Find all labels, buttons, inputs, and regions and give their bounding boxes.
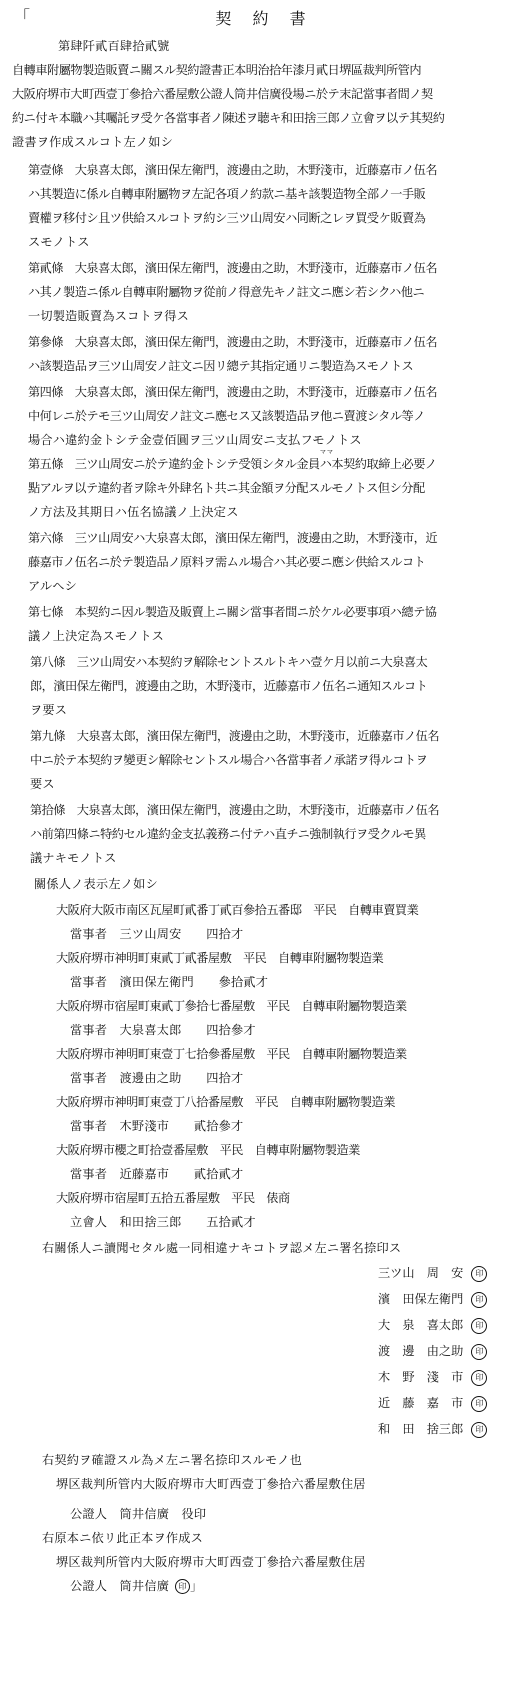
seal-icon: 印 (471, 1318, 487, 1334)
signature-4: 渡 邊 由之助 印 (378, 1342, 487, 1360)
article-6-line-2: 藤嘉市ノ伍名ニ於テ製造品ノ原料ヲ需ムル場合ハ其必要ニ應シ供給スルコト (28, 555, 426, 569)
party-address-7: 大阪府堺市宿屋町五拾五番屋敷 平民 俵商 (56, 1191, 290, 1205)
signature-3: 大 泉 喜太郎 印 (378, 1316, 487, 1334)
article-1-line-4: スモノトス (28, 235, 90, 249)
article-4-line-3: 場合ハ違約金トシテ金壹佰圓ヲ三ツ山周安ニ支払フモノトス (28, 433, 362, 447)
party-address-3: 大阪府堺市宿屋町東貳丁參拾七番屋敷 平民 自轉車附屬物製造業 (56, 999, 407, 1013)
confirmation-statement: 右關係人ニ讀聞セタル處一同相違ナキコトヲ認メ左ニ署名捺印ス (42, 1241, 402, 1255)
article-6-line-1: 第六條 三ツ山周安ハ大泉喜太郎，濱田保左衛門，渡邊由之助，木野淺市，近 (28, 531, 438, 545)
preamble-line-2: 大阪府堺市大町西壹丁參拾六番屋敷公證人筒井信廣役場ニ於テ末記當事者間ノ契 (12, 87, 433, 101)
parties-header: 關係人ノ表示左ノ如シ (34, 877, 158, 891)
ruby-annotation: ママ (320, 449, 335, 456)
article-6-line-3: アルヘシ (28, 579, 78, 593)
party-name-1: 當事者 三ツ山周安 四拾才 (70, 927, 244, 941)
signature-2: 濱 田保左衛門 印 (378, 1290, 487, 1308)
party-address-6: 大阪府堺市櫻之町拾壹番屋敷 平民 自轉車附屬物製造業 (56, 1143, 360, 1157)
article-2-line-3: 一切製造販賣為スコトヲ得ス (28, 309, 190, 323)
article-2-line-1: 第貳條 大泉喜太郎，濱田保左衛門，渡邊由之助，木野淺市，近藤嘉市ノ伍名 (28, 261, 438, 275)
seal-icon: 印 (471, 1370, 487, 1386)
party-name-6: 當事者 近藤嘉市 貳拾貳才 (70, 1167, 244, 1181)
copy-statement: 右原本ニ依リ此正本ヲ作成ス (42, 1531, 204, 1545)
article-7-line-2: 議ノ上決定為スモノトス (28, 629, 165, 643)
signature-7: 和 田 捨三郎 印 (378, 1420, 487, 1438)
closing-statement: 右契約ヲ確證スル為メ左ニ署名捺印スルモノ也 (42, 1453, 303, 1467)
article-5-line-2: 點アルヲ以テ違約者ヲ除キ外肆名ト共ニ其金額ヲ分配スルモノトス但シ分配 (28, 481, 425, 495)
witness-name: 立會人 和田捨三郎 五拾貳才 (70, 1215, 256, 1229)
article-5-line-3: ノ方法及其期日ハ伍名協議ノ上決定ス (28, 505, 239, 519)
opening-bracket: 「 (14, 7, 31, 26)
notary-signature-1: 公證人 筒井信廣 役印 (70, 1507, 207, 1521)
article-5-line-1: 第五條 三ツ山周安ニ於テ違約金トシテ受領シタル金員ハ本契約取締上必要ノ (28, 457, 437, 471)
article-8-line-2: 郎，濱田保左衛門，渡邊由之助，木野淺市，近藤嘉市ノ伍名ニ通知スルコト (30, 679, 428, 693)
seal-icon: 印 (471, 1344, 487, 1360)
seal-icon: 印 (471, 1396, 487, 1412)
article-10-line-1: 第拾條 大泉喜太郎，濱田保左衛門，渡邊由之助，木野淺市，近藤嘉市ノ伍名 (30, 803, 440, 817)
seal-icon: 印 (175, 1579, 190, 1594)
signature-1: 三ツ山 周 安 印 (378, 1264, 487, 1282)
article-3-line-1: 第參條 大泉喜太郎，濱田保左衛門，渡邊由之助，木野淺市，近藤嘉市ノ伍名 (28, 335, 438, 349)
notary-address-1: 堺区裁判所管内大阪府堺市大町西壹丁參拾六番屋敷住居 (56, 1477, 366, 1491)
article-10-line-3: 議ナキモノトス (30, 851, 117, 865)
article-9-line-1: 第九條 大泉喜太郎，濱田保左衛門，渡邊由之助，木野淺市，近藤嘉市ノ伍名 (30, 729, 440, 743)
party-name-4: 當事者 渡邊由之助 四拾才 (70, 1071, 244, 1085)
party-address-2: 大阪府堺市神明町東貳丁貳番屋敷 平民 自轉車附屬物製造業 (56, 951, 384, 965)
article-3-line-2: ハ該製造品ヲ三ツ山周安ノ註文ニ因リ總テ其指定通リニ製造為スモノトス (28, 359, 414, 373)
party-name-3: 當事者 大泉喜太郎 四拾參才 (70, 1023, 256, 1037)
article-4-line-1: 第四條 大泉喜太郎，濱田保左衛門，渡邊由之助，木野淺市，近藤嘉市ノ伍名 (28, 385, 438, 399)
preamble-line-3: 約ニ付キ本職ハ其囑託ヲ受ケ各當事者ノ陳述ヲ聴キ和田捨三郎ノ立會ヲ以テ其契約 (12, 111, 445, 125)
seal-icon: 印 (471, 1422, 487, 1438)
article-1-line-2: ハ其製造に係ル自轉車附屬物ヲ左記各項ノ約款ニ基キ該製造物全部ノ一手販 (28, 187, 426, 201)
seal-icon: 印 (471, 1266, 487, 1282)
party-address-5: 大阪府堺市神明町東壹丁八拾番屋敷 平民 自轉車附屬物製造業 (56, 1095, 395, 1109)
notary-address-2: 堺区裁判所管内大阪府堺市大町西壹丁參拾六番屋敷住居 (56, 1555, 366, 1569)
article-1-line-1: 第壹條 大泉喜太郎，濱田保左衛門，渡邊由之助，木野淺市，近藤嘉市ノ伍名 (28, 163, 438, 177)
party-name-2: 當事者 濱田保左衛門 參拾貳才 (70, 975, 269, 989)
article-9-line-2: 中ニ於テ本契約ヲ變更シ解除セントスル場合ハ各當事者ノ承諾ヲ得ルコトヲ (30, 753, 428, 767)
article-2-line-2: ハ其ノ製造ニ係ル自轉車附屬物ヲ從前ノ得意先キノ註文ニ應シ若シクハ他ニ (28, 285, 425, 299)
notary-signature-2: 公證人 筒井信廣 印 」 (70, 1579, 203, 1593)
article-4-line-2: 中何レニ於テモ三ツ山周安ノ註文ニ應セス又該製造品ヲ他ニ賣渡シタル等ノ (28, 409, 425, 423)
signature-5: 木 野 淺 市 印 (378, 1368, 487, 1386)
party-address-1: 大阪府大阪市南区瓦屋町貳番丁貳百參拾五番邸 平民 自轉車賣買業 (56, 903, 419, 917)
closing-bracket: 」 (190, 1579, 203, 1593)
party-name-5: 當事者 木野淺市 貳拾參才 (70, 1119, 244, 1133)
document-number: 第肆阡貳百肆拾貳號 (58, 39, 170, 53)
article-8-line-3: ヲ要ス (30, 703, 68, 717)
article-10-line-2: ハ前第四條ニ特約セル違約金支払義務ニ付テハ直チニ強制執行ヲ受クルモ異 (30, 827, 426, 841)
preamble-line-4: 證書ヲ作成スルコト左ノ如シ (12, 135, 174, 149)
seal-icon: 印 (471, 1292, 487, 1308)
article-8-line-1: 第八條 三ツ山周安ハ本契約ヲ解除セントスルトキハ壹ケ月以前ニ大泉喜太 (30, 655, 428, 669)
article-9-line-3: 要ス (30, 777, 55, 791)
signature-6: 近 藤 嘉 市 印 (378, 1394, 487, 1412)
article-7-line-1: 第七條 本契約ニ因ル製造及販賣上ニ關シ當事者間ニ於ケル必要事項ハ總テ協 (28, 605, 437, 619)
document-title: 契 約 書 (215, 9, 314, 28)
article-1-line-3: 賣權ヲ移付シ且ツ供給スルコトヲ約シ三ツ山周安ハ同断之レヲ買受ケ販賣為 (28, 211, 426, 225)
party-address-4: 大阪府堺市神明町東壹丁七拾參番屋敷 平民 自轉車附屬物製造業 (56, 1047, 407, 1061)
preamble-line-1: 自轉車附屬物製造販賣ニ關スル契約證書正本明治拾年漆月貳日堺區裁判所管内 (12, 63, 422, 77)
